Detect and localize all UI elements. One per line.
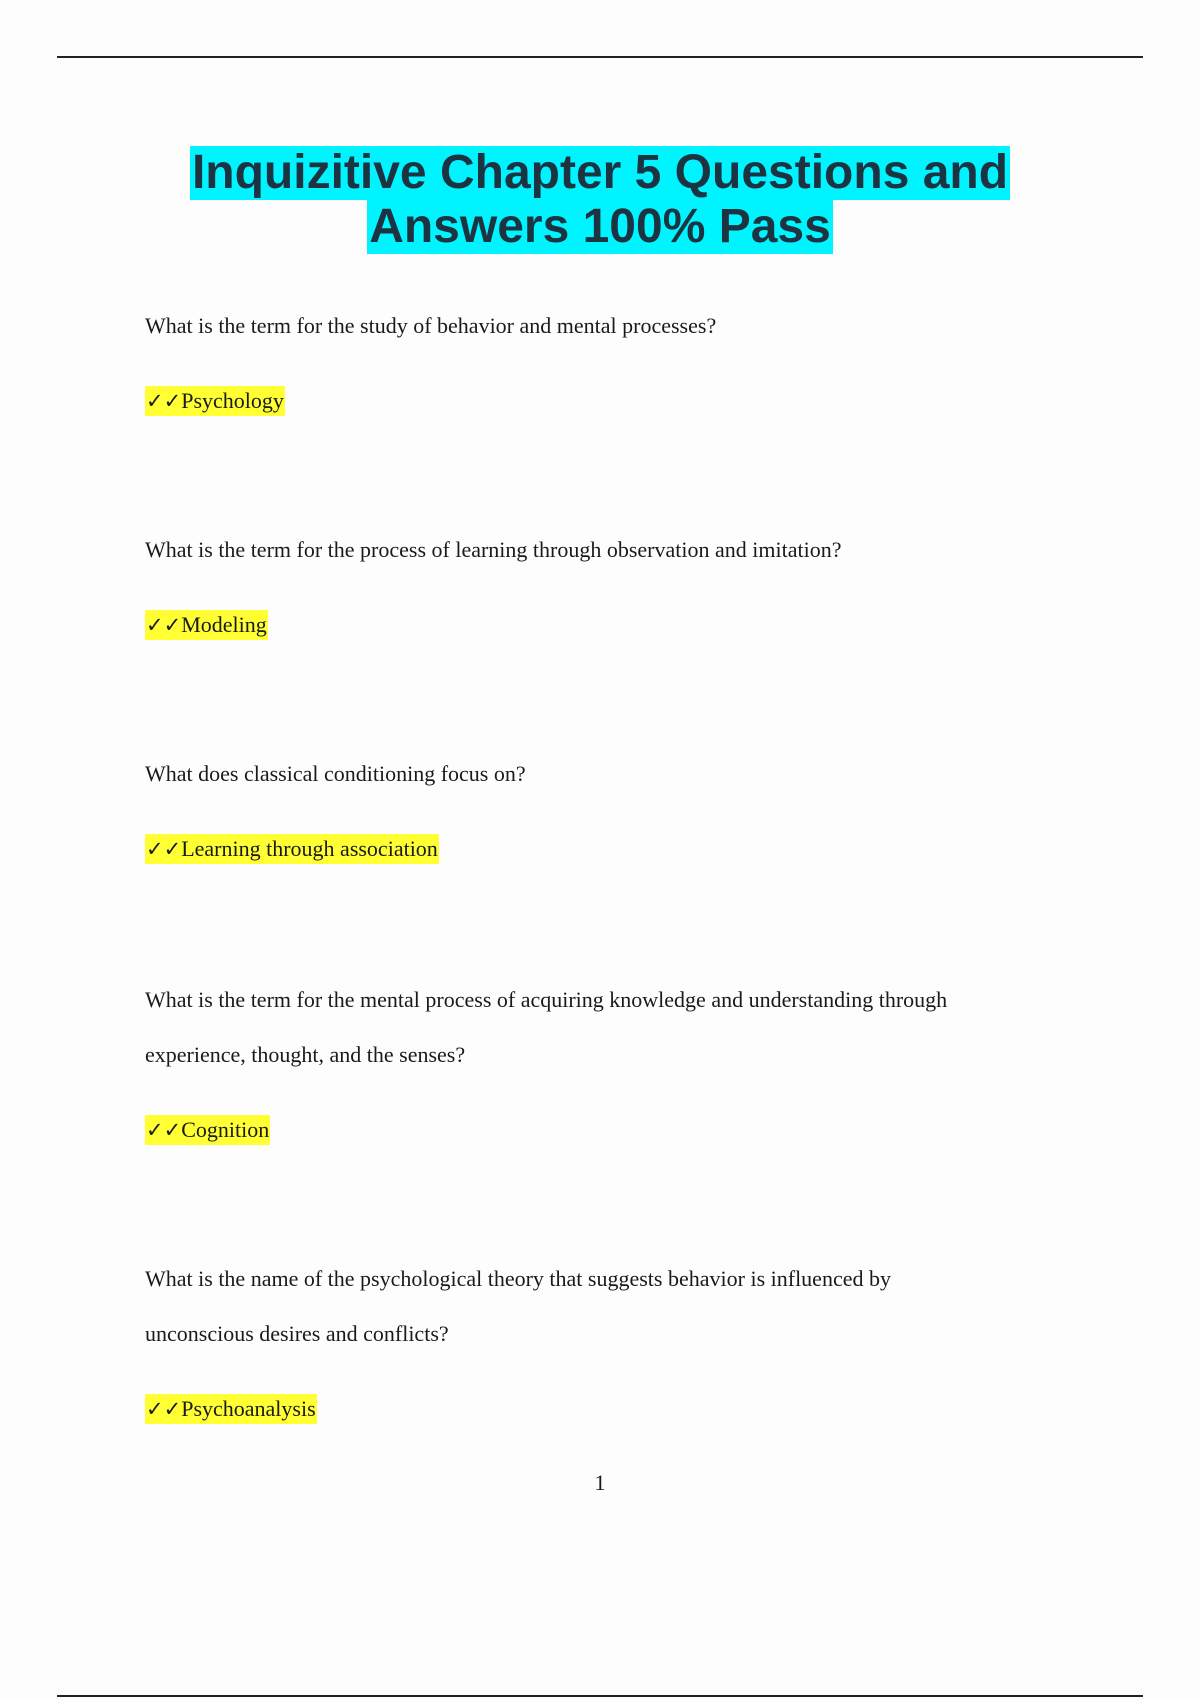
qa-item — [145, 746, 1065, 801]
answer-text: Cognition — [181, 1117, 270, 1142]
question-text: What does classical conditioning focus on? — [145, 761, 526, 786]
answer-highlight — [145, 386, 285, 416]
question-text: What is the name of the psychological theory that suggests behavior is influenced by — [145, 1266, 891, 1291]
answer-item — [145, 386, 1065, 416]
question-text: unconscious desires and conflicts? — [145, 1321, 449, 1346]
title-line-1: Inquizitive Chapter 5 Questions and — [191, 146, 1009, 199]
question-text: What is the term for the study of behavior and mental processes? — [145, 313, 717, 338]
answer-highlight — [145, 610, 268, 640]
question-text: What is the term for the mental process of acquiring knowledge and understanding through — [145, 987, 948, 1012]
answer-item — [145, 1115, 1065, 1145]
answer-item — [145, 610, 1065, 640]
qa-item — [145, 522, 1065, 577]
title-line-2: Answers 100% Pass — [369, 200, 831, 253]
answer-highlight — [145, 1394, 317, 1424]
bottom-rule — [57, 1695, 1143, 1697]
qa-item — [145, 1251, 1065, 1361]
answer-highlight — [145, 1115, 270, 1145]
top-rule — [57, 56, 1143, 58]
answer-highlight — [145, 834, 439, 864]
answer-item — [145, 1394, 1065, 1424]
double-check-icon: ✓✓ — [146, 613, 182, 637]
page-title — [0, 146, 1200, 254]
double-check-icon: ✓✓ — [146, 1118, 182, 1142]
double-check-icon: ✓✓ — [146, 1397, 182, 1421]
answer-text: Modeling — [181, 612, 267, 637]
qa-item — [145, 972, 1065, 1082]
double-check-icon: ✓✓ — [146, 389, 182, 413]
answer-text: Psychology — [181, 388, 284, 413]
double-check-icon: ✓✓ — [146, 837, 182, 861]
answer-text: Learning through association — [181, 836, 438, 861]
page-number: 1 — [594, 1470, 606, 1495]
qa-item — [145, 298, 1065, 353]
answer-text: Psychoanalysis — [181, 1396, 316, 1421]
answer-item — [145, 834, 1065, 864]
question-text: What is the term for the process of learning through observation and imitation? — [145, 537, 842, 562]
question-text: experience, thought, and the senses? — [145, 1042, 466, 1067]
